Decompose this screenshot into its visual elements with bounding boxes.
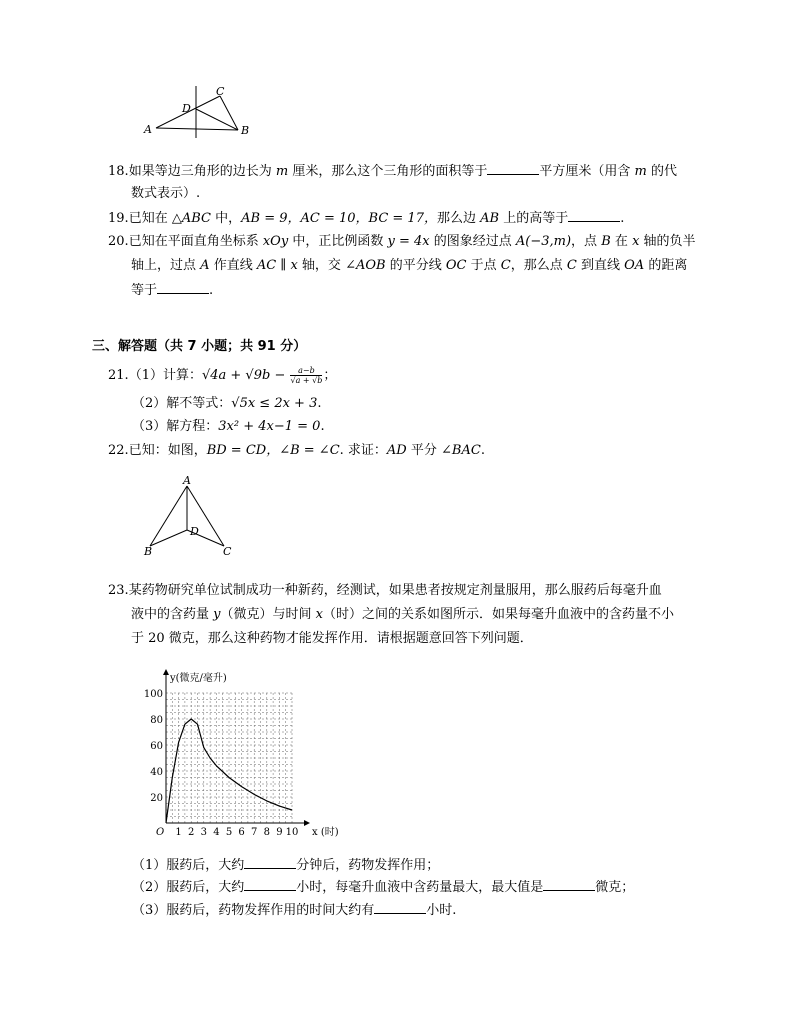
concentration-chart [140,655,340,840]
label-c: C [216,85,225,98]
section3-title: 三、解答题（共 7 小题；共 91 分） [92,339,307,354]
x-axis-arrow [304,820,310,826]
x-tick-label: 6 [238,827,245,838]
q22-line: 22.已知：如图，BD = CD，∠B = ∠C. 求证：AD 平分 ∠BAC. [108,443,485,458]
seg-ab [156,128,238,130]
x-tick-label: 10 [285,827,299,838]
x-tick-label: 8 [263,827,270,838]
q23-blank2[interactable] [244,878,296,891]
q21-part1: 21.（1）计算：√4a + √9b − $\frac{a-b}{√a + √b}$ ； [108,366,337,385]
q21-fraction: $\frac{a-b}{√a + √b}$ [290,366,323,385]
q18-line2: 数式表示）. [131,186,201,201]
q23-blank4[interactable] [374,901,426,914]
q20-line1: 20.已知在平面直角坐标系 xOy 中，正比例函数 y = 4x 的图象经过点 A(−3,m)，点 B 在 x 轴的负半 [108,234,696,249]
label-d: D [190,525,199,538]
q23-part1: （1）服药后，大约 分钟后，药物发挥作用； [132,858,440,873]
y-tick-label: 60 [150,741,163,752]
q23-line2: 液中的含药量 y（微克）与时间 x（时）之间的关系如图所示．如果每毫升血液中的含药量不小 [131,607,675,622]
x-tick-label: 7 [251,827,258,838]
label-b: B [241,124,250,137]
x-tick-label: 2 [188,827,195,838]
q21-part3: （3）解方程：3x² + 4x−1 = 0. [132,419,325,434]
y-tick-label: 40 [150,767,163,778]
q23-blank1[interactable] [244,856,296,869]
seg-db [196,109,238,130]
x-tick-label: 1 [175,827,182,838]
q18-line1: 18.如果等边三角形的边长为 m 厘米，那么这个三角形的面积等于 平方厘米（用含 m 的代 [108,164,677,179]
x-tick-label: 9 [276,827,283,838]
q23-line1: 23.某药物研究单位试制成功一种新药，经测试，如果患者按规定剂量服用，那么服药后每毫升血 [108,583,662,598]
x-tick-label: 4 [213,827,220,838]
figure-q17 [140,84,260,140]
q21-part2: （2）解不等式：√5x ≤ 2x + 3. [132,396,322,411]
q20-line3: 等于 . [131,283,214,298]
q23-line3: 于 20 微克，那么这种药物才能发挥作用．请根据题意回答下列问题． [131,631,533,646]
label-b: B [144,545,153,558]
x-tick-label: 5 [225,827,233,838]
q18-num: 18. [108,164,129,179]
y-axis-label: y(微克/毫升) [170,673,227,684]
y-tick-label: 80 [150,715,163,726]
seg-ab [150,486,187,546]
y-tick-label: 20 [150,793,163,804]
y-tick-label: 100 [143,689,163,700]
x-axis-label: x (时) [312,827,339,838]
label-c: C [223,545,232,558]
q20-blank[interactable] [157,281,209,294]
q23-part3: （3）服药后，药物发挥作用的时间大约有 小时. [132,903,457,918]
label-d: D [182,102,191,115]
y-axis-arrow [163,669,169,675]
q23-part2: （2）服药后，大约 小时，每毫升血液中含药量最大，最大值是 微克； [132,880,635,895]
seg-cb [220,96,238,130]
figure-q22 [138,472,242,562]
label-a: A [183,474,191,487]
seg-bd [150,530,187,546]
label-a: A [144,123,152,136]
origin-label: O [156,827,165,838]
q19-line: 19.已知在 △ABC 中，AB = 9，AC = 10，BC = 17，那么边 AB 上的高等于 . [108,211,625,226]
q23-blank3[interactable] [543,878,595,891]
q18-blank[interactable] [487,162,539,175]
q19-blank[interactable] [568,209,620,222]
q20-line2: 轴上，过点 A 作直线 AC ∥ x 轴，交 ∠AOB 的平分线 OC 于点 C，那么点 C 到直线 OA 的距离 [131,258,688,273]
x-tick-label: 3 [200,827,207,838]
